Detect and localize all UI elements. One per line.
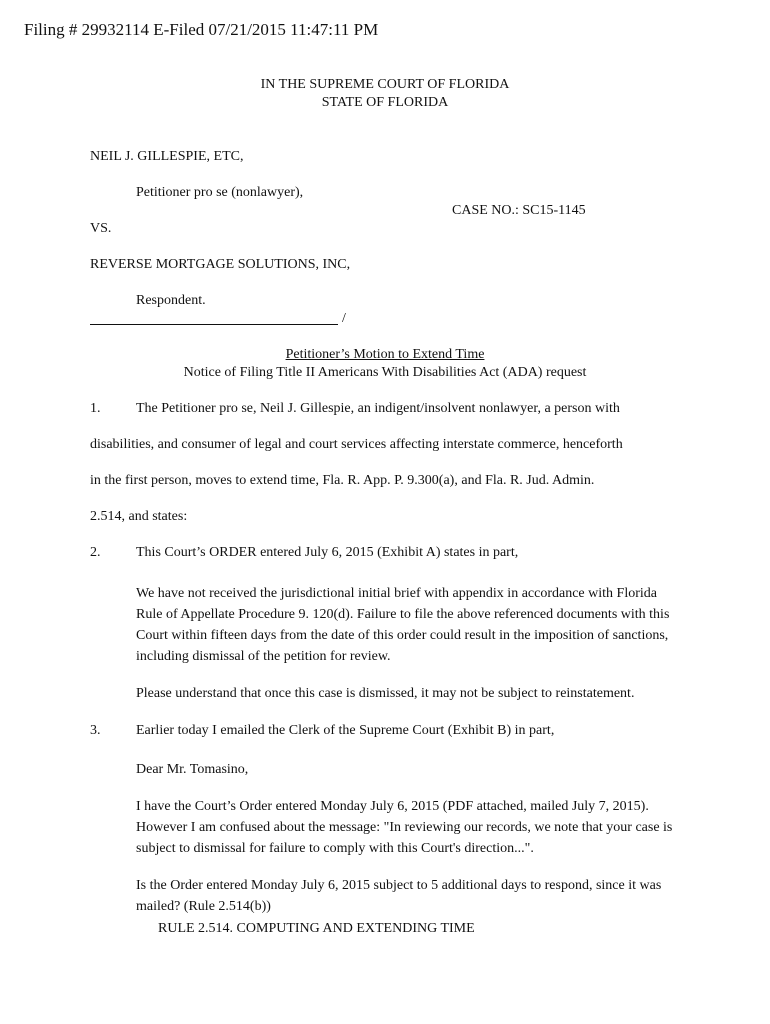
respondent-name: REVERSE MORTGAGE SOLUTIONS, INC, (90, 257, 351, 272)
petitioner-name: NEIL J. GILLESPIE, ETC, (90, 149, 244, 164)
email-greeting: Dear Mr. Tomasino, (136, 762, 249, 777)
court-name: IN THE SUPREME COURT OF FLORIDA (260, 77, 510, 92)
caption-slash: / (342, 311, 346, 326)
paragraph-3-number: 3. (90, 723, 101, 738)
paragraph-1-number: 1. (90, 401, 101, 416)
petitioner-role: Petitioner pro se (nonlawyer), (136, 185, 304, 200)
email-body-paragraph: I have the Court’s Order entered Monday July 6, 2015 (PDF attached, mailed July 7, 2015). However I am confused about the message: "In reviewing our records, we note that your case is subject to dismissal for failure to comply with this Court's direction...". (136, 799, 673, 856)
email-question-paragraph: Is the Order entered Monday July 6, 2015 subject to 5 additional days to respond, since it was mailed? (Rule 2.514(b)) (136, 878, 662, 914)
order-quote-reinstatement: Please understand that once this case is dismissed, it may not be subject to reinstatement. (136, 686, 635, 701)
court-state: STATE OF FLORIDA (321, 95, 449, 110)
respondent-role: Respondent. (136, 293, 206, 308)
paragraph-1-line-2: disabilities, and consumer of legal and court services affecting interstate commerce, henceforth (90, 437, 623, 452)
document-title: Petitioner’s Motion to Extend Time (285, 347, 485, 362)
paragraph-1-line-4: 2.514, and states: (90, 509, 188, 524)
order-quote-paragraph: We have not received the jurisdictional initial brief with appendix in accordance with Florida Rule of Appellate Procedure 9. 120(d). Failure to file the above referenced documents with this Court within fifteen days from the date of this order could result in the imposition of sanctions, including dismissal of the petition for review. (136, 586, 670, 664)
email-quote (136, 759, 684, 917)
filing-stamp: Filing # 29932114 E-Filed 07/21/2015 11:47:11 PM (24, 20, 379, 39)
order-quote (136, 583, 676, 704)
paragraph-1-line-3: in the first person, moves to extend time, Fla. R. App. P. 9.300(a), and Fla. R. Jud. Admin. (90, 473, 595, 488)
case-number: CASE NO.: SC15-1145 (452, 203, 586, 218)
rule-heading: RULE 2.514. COMPUTING AND EXTENDING TIME (158, 921, 475, 936)
caption-signature-line (90, 324, 338, 325)
versus: VS. (90, 221, 112, 236)
paragraph-2-text: This Court’s ORDER entered July 6, 2015 (Exhibit A) states in part, (136, 545, 519, 560)
paragraph-3-text: Earlier today I emailed the Clerk of the Supreme Court (Exhibit B) in part, (136, 723, 555, 738)
paragraph-2-number: 2. (90, 545, 101, 560)
paragraph-1-line-1: The Petitioner pro se, Neil J. Gillespie, an indigent/insolvent nonlawyer, a person with (136, 401, 620, 416)
document-subtitle: Notice of Filing Title II Americans With Disabilities Act (ADA) request (183, 365, 587, 380)
